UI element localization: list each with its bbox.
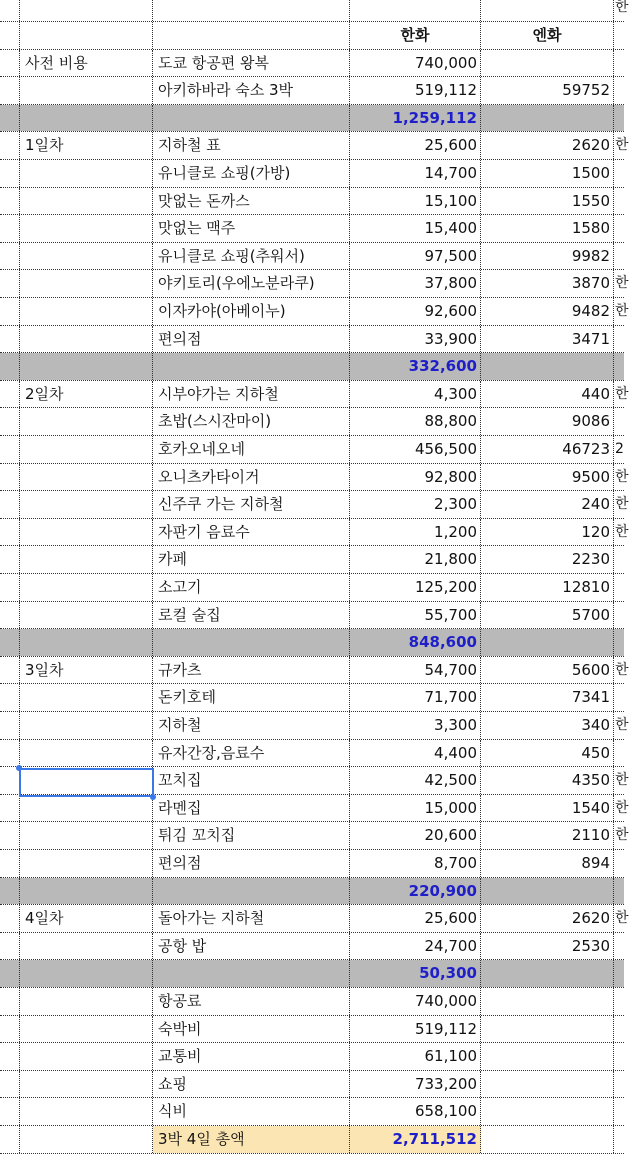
item-cell[interactable] — [153, 105, 350, 132]
category-cell[interactable]: 사전 비용 — [20, 50, 153, 77]
table-row — [0, 215, 624, 243]
row-gutter-cell[interactable] — [0, 436, 20, 463]
row-gutter-cell[interactable] — [0, 629, 20, 656]
item-cell[interactable]: 공항 밥 — [153, 933, 350, 960]
table-row — [0, 50, 624, 78]
category-cell[interactable] — [20, 1043, 153, 1070]
krw-cell[interactable]: 92,600 — [350, 298, 481, 325]
krw-cell[interactable]: 15,400 — [350, 215, 481, 242]
krw-cell[interactable]: 54,700 — [350, 657, 481, 684]
item-cell[interactable]: 맛없는 돈까스 — [153, 188, 350, 215]
subtotal-krw-cell[interactable]: 220,900 — [350, 878, 481, 905]
jpy-cell[interactable] — [481, 1043, 614, 1070]
row-gutter-cell[interactable] — [0, 298, 20, 325]
category-cell[interactable] — [20, 933, 153, 960]
table-row — [0, 1071, 624, 1099]
jpy-cell[interactable]: 2620 — [481, 905, 614, 932]
item-cell[interactable]: 돈키호테 — [153, 684, 350, 711]
krw-cell[interactable]: 658,100 — [350, 1098, 481, 1125]
clipped-column-cell[interactable] — [614, 1071, 624, 1098]
row-gutter-cell[interactable] — [0, 1043, 20, 1070]
clipped-column-cell[interactable]: 한 — [615, 385, 629, 402]
item-cell[interactable]: 소고기 — [153, 574, 350, 601]
jpy-cell[interactable]: 9482 — [481, 298, 614, 325]
category-cell[interactable]: 2일차 — [20, 381, 153, 408]
clipped-column-cell[interactable] — [614, 1098, 624, 1125]
krw-cell[interactable]: 92,800 — [350, 464, 481, 491]
subtotal-row — [0, 105, 624, 133]
item-cell[interactable] — [153, 960, 350, 987]
row-gutter-cell[interactable] — [0, 77, 20, 104]
selected-cell-outline — [19, 768, 154, 797]
jpy-cell[interactable] — [481, 629, 614, 656]
row-gutter-cell[interactable] — [0, 602, 20, 629]
row-gutter-cell[interactable] — [0, 905, 20, 932]
jpy-cell[interactable]: 1550 — [481, 188, 614, 215]
table-row — [0, 988, 624, 1016]
category-cell[interactable] — [20, 105, 153, 132]
clipped-column-cell[interactable]: 한 — [615, 303, 629, 319]
krw-cell[interactable]: 97,500 — [350, 243, 481, 270]
row-gutter-cell[interactable] — [0, 1126, 20, 1153]
table-row — [0, 905, 629, 933]
table-row — [0, 132, 629, 160]
clipped-column-cell[interactable] — [614, 77, 624, 104]
category-cell[interactable] — [20, 629, 153, 656]
jpy-cell[interactable]: 2620 — [481, 132, 614, 159]
krw-cell[interactable]: 519,112 — [350, 77, 481, 104]
category-cell[interactable] — [20, 878, 153, 905]
clipped-column-cell[interactable] — [614, 326, 624, 353]
category-cell[interactable] — [20, 298, 153, 325]
jpy-cell[interactable] — [481, 988, 614, 1015]
row-gutter-cell[interactable] — [0, 215, 20, 242]
krw-cell[interactable]: 15,100 — [350, 188, 481, 215]
jpy-cell[interactable]: 2530 — [481, 933, 614, 960]
jpy-cell[interactable]: 5600 — [481, 657, 614, 684]
table-row — [0, 684, 624, 712]
jpy-cell[interactable] — [481, 353, 614, 380]
table-row — [0, 298, 629, 326]
row-gutter-cell[interactable] — [0, 850, 20, 877]
jpy-cell[interactable]: 1500 — [481, 160, 614, 187]
grid-cell[interactable] — [20, 0, 153, 21]
clipped-column-cell[interactable] — [614, 960, 624, 987]
row-gutter-cell[interactable] — [0, 657, 20, 684]
clipped-column-cell[interactable] — [614, 933, 624, 960]
item-cell[interactable]: 신주쿠 가는 지하철 — [153, 491, 350, 518]
clipped-column-cell[interactable]: 한 — [615, 910, 629, 927]
row-gutter-cell[interactable] — [0, 160, 20, 187]
jpy-cell[interactable]: 450 — [481, 740, 614, 767]
row-gutter-cell[interactable] — [0, 933, 20, 960]
row-gutter-cell[interactable] — [0, 243, 20, 270]
krw-cell[interactable]: 21,800 — [350, 546, 481, 573]
row-gutter-cell[interactable] — [0, 574, 20, 601]
row-gutter-cell[interactable] — [0, 326, 20, 353]
clipped-column-cell[interactable]: 한 — [615, 496, 629, 513]
table-row — [0, 436, 624, 464]
table-row — [0, 519, 629, 547]
row-gutter-cell[interactable] — [0, 1071, 20, 1098]
grand-total-row — [0, 1126, 624, 1154]
krw-cell[interactable]: 37,800 — [350, 270, 481, 297]
item-cell[interactable]: 아키하바라 숙소 3박 — [153, 77, 350, 104]
clipped-column-cell[interactable] — [614, 574, 624, 601]
category-cell[interactable] — [20, 850, 153, 877]
clipped-column-cell[interactable] — [614, 740, 624, 767]
table-row — [0, 270, 629, 298]
jpy-cell[interactable] — [481, 1126, 614, 1153]
clipped-column-cell[interactable] — [614, 243, 624, 270]
item-cell[interactable]: 편의점 — [153, 850, 350, 877]
item-cell[interactable]: 라멘집 — [153, 795, 350, 822]
jpy-cell[interactable] — [481, 878, 614, 905]
item-cell[interactable] — [153, 353, 350, 380]
grid-cell[interactable] — [481, 0, 614, 21]
jpy-cell[interactable] — [481, 960, 614, 987]
clipped-column-cell[interactable]: 한 — [615, 827, 629, 844]
row-gutter-cell[interactable] — [0, 546, 20, 573]
jpy-cell[interactable]: 9500 — [481, 464, 614, 491]
clipped-column-cell[interactable] — [614, 160, 624, 187]
table-row — [0, 795, 629, 823]
krw-cell[interactable]: 15,000 — [350, 795, 481, 822]
category-cell[interactable] — [20, 436, 153, 463]
table-row — [0, 491, 629, 519]
item-cell[interactable]: 유니클로 쇼핑(추워서) — [153, 243, 350, 270]
jpy-cell[interactable]: 1540 — [481, 795, 614, 822]
krw-cell[interactable]: 4,400 — [350, 740, 481, 767]
clipped-column-cell[interactable] — [614, 1126, 624, 1153]
table-row — [0, 546, 624, 574]
jpy-cell[interactable] — [481, 1016, 614, 1043]
clipped-column-cell[interactable]: 한 — [615, 275, 629, 292]
krw-cell[interactable]: 20,600 — [350, 822, 481, 849]
clipped-column-cell[interactable] — [614, 546, 624, 573]
subtotal-row — [0, 960, 624, 988]
krw-cell[interactable]: 456,500 — [350, 436, 481, 463]
table-row — [0, 243, 624, 271]
item-cell[interactable]: 지하철 — [153, 712, 350, 739]
item-cell[interactable]: 로컬 술집 — [153, 602, 350, 629]
item-cell[interactable]: 교통비 — [153, 1043, 350, 1070]
item-cell[interactable]: 자판기 음료수 — [153, 519, 350, 546]
category-cell[interactable] — [20, 22, 153, 49]
table-row — [0, 326, 624, 354]
item-cell[interactable]: 식비 — [153, 1098, 350, 1125]
row-gutter-cell[interactable] — [0, 795, 20, 822]
item-cell[interactable]: 3박 4일 총액 — [153, 1126, 350, 1153]
row-gutter-cell[interactable] — [0, 712, 20, 739]
row-gutter-cell[interactable] — [0, 491, 20, 518]
row-gutter-cell[interactable] — [0, 408, 20, 435]
clipped-column-cell[interactable] — [614, 105, 624, 132]
item-cell[interactable]: 지하철 표 — [153, 132, 350, 159]
row-gutter-cell[interactable] — [0, 132, 20, 159]
krw-cell[interactable]: 55,700 — [350, 602, 481, 629]
table-row — [0, 740, 624, 768]
clipped-column-cell[interactable] — [614, 1043, 624, 1070]
table-row — [0, 712, 629, 740]
grid-cell[interactable] — [0, 0, 20, 21]
krw-cell[interactable]: 3,300 — [350, 712, 481, 739]
item-cell[interactable]: 유자간장,음료수 — [153, 740, 350, 767]
item-cell[interactable]: 호카오네오네 — [153, 436, 350, 463]
clipped-column-cell[interactable] — [614, 22, 624, 49]
category-cell[interactable] — [20, 1016, 153, 1043]
grid-cell[interactable] — [350, 0, 481, 21]
category-cell[interactable] — [20, 822, 153, 849]
jpy-cell[interactable]: 3471 — [481, 326, 614, 353]
jpy-cell[interactable]: 5700 — [481, 602, 614, 629]
table-row — [0, 657, 629, 685]
krw-cell[interactable]: 1,200 — [350, 519, 481, 546]
krw-cell[interactable]: 14,700 — [350, 160, 481, 187]
clipped-column-cell[interactable] — [614, 850, 624, 877]
table-row — [0, 602, 624, 630]
row-gutter-cell[interactable] — [0, 740, 20, 767]
clipped-column-cell[interactable] — [614, 50, 624, 77]
subtotal-row — [0, 878, 624, 906]
jpy-cell[interactable]: 12810 — [481, 574, 614, 601]
jpy-cell[interactable]: 46723 — [481, 436, 614, 463]
category-cell[interactable] — [20, 1071, 153, 1098]
krw-cell[interactable]: 88,800 — [350, 408, 481, 435]
table-row — [0, 933, 624, 961]
category-cell[interactable] — [20, 519, 153, 546]
item-cell[interactable]: 오니츠카타이거 — [153, 464, 350, 491]
item-cell[interactable] — [153, 878, 350, 905]
table-row — [0, 188, 624, 216]
jpy-cell[interactable]: 2110 — [481, 822, 614, 849]
subtotal-row — [0, 629, 624, 657]
krw-cell[interactable]: 25,600 — [350, 132, 481, 159]
row-gutter-cell[interactable] — [0, 1016, 20, 1043]
category-cell[interactable] — [20, 795, 153, 822]
jpy-cell[interactable]: 240 — [481, 491, 614, 518]
jpy-cell[interactable]: 120 — [481, 519, 614, 546]
category-cell[interactable] — [20, 684, 153, 711]
row-gutter-cell[interactable] — [0, 988, 20, 1015]
krw-cell[interactable]: 740,000 — [350, 988, 481, 1015]
row-gutter-cell[interactable] — [0, 353, 20, 380]
row-gutter-cell[interactable] — [0, 270, 20, 297]
item-cell[interactable]: 쇼핑 — [153, 1071, 350, 1098]
krw-column-header[interactable]: 한화 — [350, 22, 481, 49]
item-cell[interactable]: 시부야가는 지하철 — [153, 381, 350, 408]
item-cell[interactable]: 유니클로 쇼핑(가방) — [153, 160, 350, 187]
krw-cell[interactable]: 2,300 — [350, 491, 481, 518]
table-row — [0, 850, 624, 878]
item-cell[interactable]: 초밥(스시잔마이) — [153, 408, 350, 435]
item-cell[interactable]: 이자카야(아베이누) — [153, 298, 350, 325]
category-cell[interactable] — [20, 353, 153, 380]
clipped-column-cell[interactable]: 한 — [615, 799, 629, 816]
grid-cell[interactable] — [153, 0, 350, 21]
row-gutter-cell[interactable] — [0, 519, 20, 546]
category-cell[interactable]: 4일차 — [20, 905, 153, 932]
jpy-cell[interactable]: 3870 — [481, 270, 614, 297]
clipped-column-cell[interactable]: 한 — [615, 661, 629, 678]
jpy-cell[interactable] — [481, 1071, 614, 1098]
clipped-column-cell[interactable] — [614, 1016, 624, 1043]
row-gutter-cell[interactable] — [0, 1098, 20, 1125]
krw-cell[interactable]: 61,100 — [350, 1043, 481, 1070]
selection-handle[interactable] — [16, 765, 22, 771]
row-gutter-cell[interactable] — [0, 50, 20, 77]
category-cell[interactable] — [20, 574, 153, 601]
clipped-column-cell[interactable]: 한 — [615, 0, 629, 15]
category-cell[interactable] — [20, 602, 153, 629]
krw-cell[interactable]: 42,500 — [350, 767, 481, 794]
row-gutter-cell[interactable] — [0, 381, 20, 408]
subtotal-krw-cell[interactable]: 332,600 — [350, 353, 481, 380]
category-cell[interactable] — [20, 464, 153, 491]
krw-cell[interactable]: 33,900 — [350, 326, 481, 353]
item-cell[interactable]: 숙박비 — [153, 1016, 350, 1043]
krw-cell[interactable]: 733,200 — [350, 1071, 481, 1098]
jpy-cell[interactable]: 1580 — [481, 215, 614, 242]
subtotal-krw-cell[interactable]: 50,300 — [350, 960, 481, 987]
clipped-column-cell[interactable]: 한 — [615, 523, 629, 540]
item-cell[interactable]: 야키토리(우에노분라쿠) — [153, 270, 350, 297]
jpy-cell[interactable] — [481, 105, 614, 132]
row-gutter-cell[interactable] — [0, 22, 20, 49]
subtotal-row — [0, 353, 624, 381]
item-cell[interactable] — [153, 629, 350, 656]
table-row — [0, 160, 624, 188]
subtotal-krw-cell[interactable]: 848,600 — [350, 629, 481, 656]
table-row — [0, 822, 629, 850]
jpy-cell[interactable]: 7341 — [481, 684, 614, 711]
jpy-cell[interactable] — [481, 50, 614, 77]
item-cell[interactable]: 꼬치집 — [153, 767, 350, 794]
table-row — [0, 381, 629, 409]
krw-cell[interactable]: 2,711,512 — [350, 1126, 481, 1153]
clipped-column-cell[interactable]: 한 — [615, 137, 629, 154]
table-row — [0, 1016, 624, 1044]
clipped-column-cell[interactable] — [614, 188, 624, 215]
row-gutter-cell[interactable] — [0, 464, 20, 491]
selection-handle[interactable] — [150, 794, 156, 800]
jpy-cell[interactable]: 440 — [481, 381, 614, 408]
category-cell[interactable] — [20, 491, 153, 518]
clipped-column-cell[interactable] — [614, 602, 624, 629]
row-gutter-cell[interactable] — [0, 188, 20, 215]
category-cell[interactable] — [20, 988, 153, 1015]
item-cell[interactable]: 도쿄 항공편 왕복 — [153, 50, 350, 77]
krw-cell[interactable]: 4,300 — [350, 381, 481, 408]
category-cell[interactable] — [20, 160, 153, 187]
category-cell[interactable]: 1일차 — [20, 132, 153, 159]
clipped-column-cell[interactable] — [614, 629, 624, 656]
clipped-column-cell[interactable] — [614, 408, 624, 435]
item-cell[interactable]: 맛없는 맥주 — [153, 215, 350, 242]
category-cell[interactable] — [20, 77, 153, 104]
jpy-cell[interactable]: 4350 — [481, 767, 614, 794]
jpy-column-header[interactable]: 엔화 — [481, 22, 614, 49]
jpy-cell[interactable]: 59752 — [481, 77, 614, 104]
clipped-column-cell[interactable] — [614, 878, 624, 905]
category-cell[interactable] — [20, 188, 153, 215]
row-gutter-cell[interactable] — [0, 684, 20, 711]
jpy-cell[interactable] — [481, 1098, 614, 1125]
table-row — [0, 0, 629, 22]
category-cell[interactable] — [20, 243, 153, 270]
krw-cell[interactable]: 71,700 — [350, 684, 481, 711]
clipped-column-cell[interactable] — [614, 988, 624, 1015]
jpy-cell[interactable]: 340 — [481, 712, 614, 739]
krw-cell[interactable]: 519,112 — [350, 1016, 481, 1043]
category-cell[interactable] — [20, 1098, 153, 1125]
jpy-cell[interactable]: 9086 — [481, 408, 614, 435]
row-gutter-cell[interactable] — [0, 767, 20, 794]
row-gutter-cell[interactable] — [0, 878, 20, 905]
clipped-column-cell[interactable]: 2 — [615, 441, 624, 457]
row-gutter-cell[interactable] — [0, 960, 20, 987]
row-gutter-cell[interactable] — [0, 822, 20, 849]
category-cell[interactable] — [20, 270, 153, 297]
clipped-column-cell[interactable]: 한 — [615, 468, 629, 485]
jpy-cell[interactable]: 894 — [481, 850, 614, 877]
category-cell[interactable] — [20, 712, 153, 739]
jpy-cell[interactable]: 9982 — [481, 243, 614, 270]
krw-cell[interactable]: 25,600 — [350, 905, 481, 932]
item-cell[interactable] — [153, 22, 350, 49]
subtotal-krw-cell[interactable]: 1,259,112 — [350, 105, 481, 132]
category-cell[interactable] — [20, 1126, 153, 1153]
item-cell[interactable]: 튀김 꼬치집 — [153, 822, 350, 849]
item-cell[interactable]: 항공료 — [153, 988, 350, 1015]
item-cell[interactable]: 돌아가는 지하철 — [153, 905, 350, 932]
category-cell[interactable] — [20, 408, 153, 435]
table-row — [0, 77, 624, 105]
clipped-column-cell[interactable] — [614, 353, 624, 380]
row-gutter-cell[interactable] — [0, 105, 20, 132]
table-row — [0, 1043, 624, 1071]
header-row — [0, 22, 624, 50]
category-cell[interactable] — [20, 215, 153, 242]
item-cell[interactable]: 카페 — [153, 546, 350, 573]
table-row — [0, 574, 624, 602]
category-cell[interactable] — [20, 960, 153, 987]
krw-cell[interactable]: 24,700 — [350, 933, 481, 960]
krw-cell[interactable]: 740,000 — [350, 50, 481, 77]
clipped-column-cell[interactable]: 한 — [615, 717, 629, 733]
clipped-column-cell[interactable] — [614, 684, 624, 711]
clipped-column-cell[interactable]: 한 — [615, 772, 629, 789]
category-cell[interactable]: 3일차 — [20, 657, 153, 684]
category-cell[interactable] — [20, 326, 153, 353]
item-cell[interactable]: 규카츠 — [153, 657, 350, 684]
clipped-column-cell[interactable] — [614, 215, 624, 242]
krw-cell[interactable]: 8,700 — [350, 850, 481, 877]
table-row — [0, 408, 624, 436]
table-row — [0, 1098, 624, 1126]
category-cell[interactable] — [20, 740, 153, 767]
table-row — [0, 464, 629, 492]
krw-cell[interactable]: 125,200 — [350, 574, 481, 601]
item-cell[interactable]: 편의점 — [153, 326, 350, 353]
jpy-cell[interactable]: 2230 — [481, 546, 614, 573]
category-cell[interactable] — [20, 546, 153, 573]
